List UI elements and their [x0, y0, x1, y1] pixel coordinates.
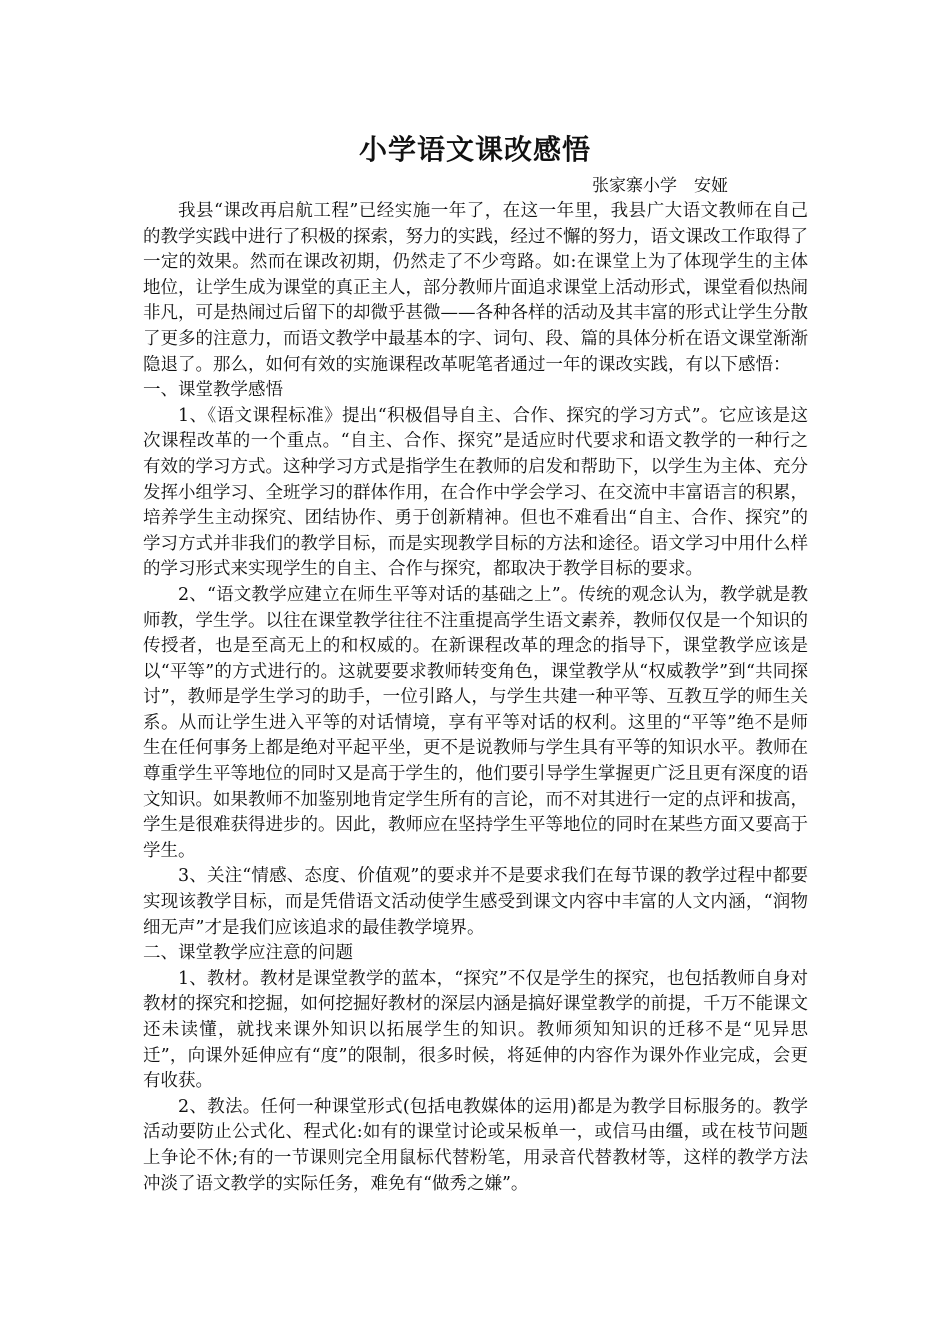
paragraph-2-2: 2、教法。任何一种课堂形式(包括电教媒体的运用)都是为教学目标服务的。教学活动要防止公式化、程式化:如有的课堂讨论或呆板单一，或信马由缰，或在枝节问题上争论不休;有的一节课则完全用鼠标代替粉笔，用录音代替教材等，这样的教学方法冲淡了语文教学的实际任务，难免有“做秀之嫌”。 — [143, 1096, 808, 1194]
document-title: 小学语文课改感悟 — [358, 133, 591, 166]
section-heading-2: 二、课堂教学应注意的问题 — [143, 943, 353, 964]
section-heading-1: 一、课堂教学感悟 — [143, 380, 283, 401]
paragraph-2-1: 1、教材。教材是课堂教学的蓝本，“探究”不仅是学生的探究，也包括教师自身对教材的探究和挖掘，如何挖掘好教材的深层内涵是搞好课堂教学的前提，千万不能课文还未读懂，就找来课外知识以拓展学生的知识。教师须知知识的迁移不是“见异思迁”，向课外延伸应有“度”的限制，很多时候，将延伸的内容作为课外作业完成，会更有收获。 — [143, 968, 808, 1092]
author-line: 张家寨小学 安娅 — [592, 176, 728, 196]
document-body — [143, 199, 808, 1197]
paragraph-1-3: 3、关注“情感、态度、价值观”的要求并不是要求我们在每节课的教学过程中都要实现该教学目标，而是凭借语文活动使学生感受到课文内容中丰富的人文内涵，“润物细无声”才是我们应该追求的最佳教学境界。 — [143, 866, 808, 938]
intro-paragraph: 我县“课改再启航工程”已经实施一年了，在这一年里，我县广大语文教师在自己的教学实践中进行了积极的探索，努力的实践，经过不懈的努力，语文课改工作取得了一定的效果。然而在课改初期，仍然走了不少弯路。如:在课堂上为了体现学生的主体地位，让学生成为课堂的真正主人，部分教师片面追求课堂上活动形式，课堂看似热闹非凡，可是热闹过后留下的却微乎甚微——各种各样的活动及其丰富的形式让学生分散了更多的注意力，而语文教学中最基本的字、词句、段、篇的具体分析在语文课堂渐渐隐退了。那么，如何有效的实施课程改革呢笔者通过一年的课改实践，有以下感悟： — [143, 201, 808, 375]
paragraph-1-2: 2、“语文教学应建立在师生平等对话的基础之上”。传统的观念认为，教学就是教师教，学生学。以往在课堂教学往往不注重提高学生语文素养，教师仅仅是一个知识的传授者，也是至高无上的和权威的。在新课程改革的理念的指导下，课堂教学应该是以“平等”的方式进行的。这就要要求教师转变角色，课堂教学从“权威教学”到“共同探讨”，教师是学生学习的助手，一位引路人，与学生共建一种平等、互教互学的师生关系。从而让学生进入平等的对话情境，享有平等对话的权利。这里的“平等”绝不是师生在任何事务上都是绝对平起平坐，更不是说教师与学生具有平等的知识水平。教师在尊重学生平等地位的同时又是高于学生的，他们要引导学生掌握更广泛且更有深度的语文知识。如果教师不加鉴别地肯定学生所有的言论，而不对其进行一定的点评和拔高，学生是很难获得进步的。因此，教师应在坚持学生平等地位的同时在某些方面又要高于学生。 — [143, 584, 808, 861]
paragraph-1-1: 1、《语文课程标准》提出“积极倡导自主、合作、探究的学习方式”。它应该是这次课程改革的一个重点。“自主、合作、探究”是适应时代要求和语文教学的一种行之有效的学习方式。这种学习方式是指学生在教师的启发和帮助下，以学生为主体、充分发挥小组学习、全班学习的群体作用，在合作中学会学习、在交流中丰富语言的积累，培养学生主动探究、团结协作、勇于创新精神。但也不难看出“自主、合作、探究”的学习方式并非我们的教学目标，而是实现教学目标的方法和途径。语文学习中用什么样的学习形式来实现学生的自主、合作与探究，都取决于教学目标的要求。 — [143, 405, 808, 580]
